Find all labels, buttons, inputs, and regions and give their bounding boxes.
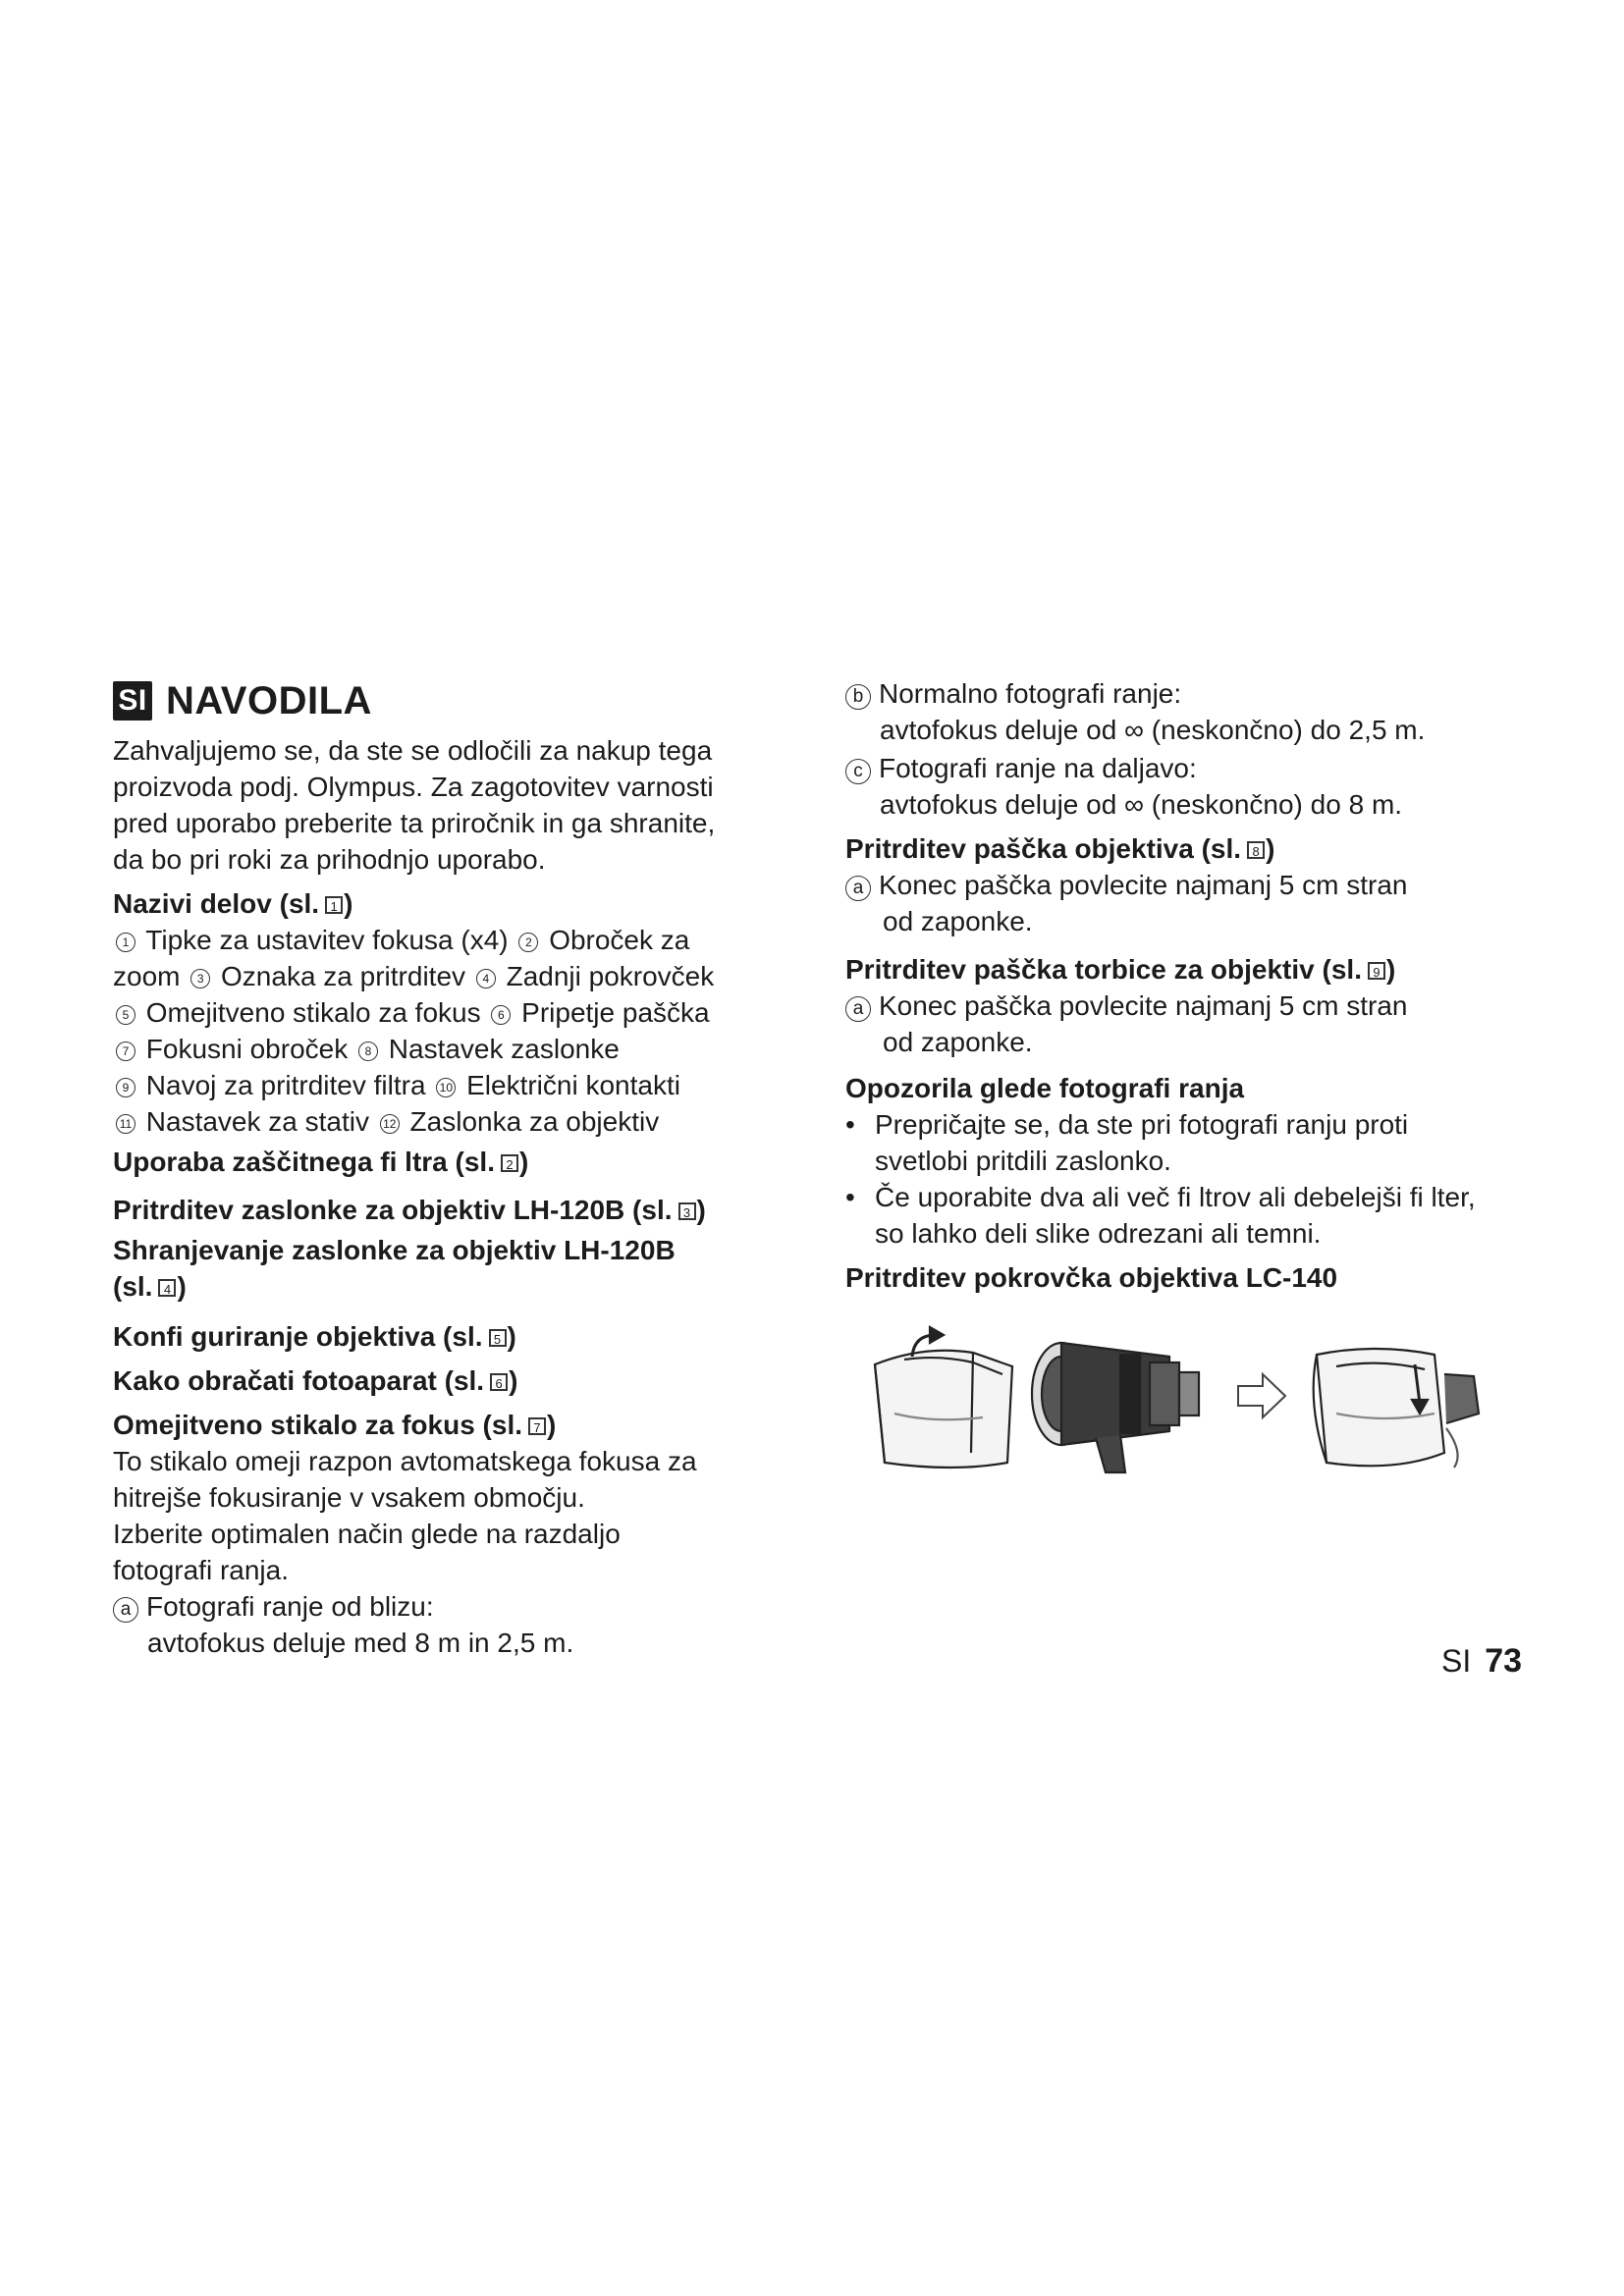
- section-title: [113, 677, 800, 724]
- part-name: Navoj za pritrditev filtra: [145, 1070, 426, 1100]
- caution-item: [845, 1106, 1552, 1179]
- heading-line: [113, 1268, 800, 1305]
- heading-text: Uporaba zaščitnega fi ltra (sl.: [113, 1147, 495, 1177]
- number-marker: 11: [116, 1114, 135, 1134]
- paren: ): [1266, 833, 1275, 864]
- paren: ): [547, 1410, 557, 1440]
- mode-a-desc: avtofokus deluje med 8 m in 2,5 m.: [147, 1628, 574, 1658]
- number-marker: 12: [380, 1114, 400, 1134]
- paren: ): [519, 1147, 529, 1177]
- mode-b-title: [845, 675, 1552, 712]
- lens-cap-heading: Pritrditev pokrovčka objektiva LC-140: [845, 1262, 1338, 1293]
- intro-paragraph: [113, 732, 800, 878]
- bullet-dot: •: [845, 1182, 855, 1212]
- figure-ref: 5: [489, 1329, 507, 1347]
- number-marker: 6: [491, 1005, 511, 1025]
- hood-attach-heading: [113, 1192, 800, 1228]
- caution-item: [845, 1179, 1552, 1252]
- heading-text: (sl.: [113, 1271, 153, 1302]
- direction-arrow-icon: [1238, 1374, 1285, 1417]
- figure-ref: 9: [1368, 962, 1385, 980]
- caution-line: so lahko deli slike odrezani ali temni.: [875, 1218, 1322, 1249]
- caution-text: [875, 1179, 1476, 1252]
- part-name: Nastavek zaslonke: [388, 1034, 620, 1064]
- paren: ): [1385, 954, 1396, 985]
- caution-text: [875, 1106, 1408, 1179]
- figure-ref: 4: [158, 1279, 176, 1297]
- lens-cap-pouch-drawing: [875, 1327, 1012, 1468]
- figure-ref: 7: [528, 1417, 546, 1435]
- part-name: Pripetje paščka: [521, 997, 710, 1028]
- limiter-heading: [113, 1407, 800, 1443]
- parts-line: [113, 1067, 800, 1103]
- parts-line: [113, 922, 800, 958]
- figure-ref: 1: [325, 896, 343, 914]
- paren: ): [507, 1321, 516, 1352]
- config-heading: [113, 1318, 800, 1355]
- intro-line: da bo pri roki za prihodnjo uporabo.: [113, 844, 546, 875]
- body-text: Konec paščka povlecite najmanj 5 cm stran: [879, 990, 1408, 1021]
- number-marker: 7: [116, 1041, 135, 1061]
- parts-line: [113, 958, 800, 994]
- lens-cap-fitted-drawing: [1314, 1349, 1479, 1468]
- cautions-heading: Opozorila glede fotografi ranja: [845, 1073, 1245, 1103]
- letter-marker: b: [845, 684, 871, 710]
- mode-title: Fotografi ranje od blizu:: [146, 1591, 434, 1622]
- heading-line: Shranjevanje zaslonke za objektiv LH-120B: [113, 1235, 676, 1265]
- heading-text: Omejitveno stikalo za fokus (sl.: [113, 1410, 523, 1440]
- left-column: [113, 677, 800, 1661]
- figure-ref: 2: [501, 1154, 518, 1172]
- parts-line: [113, 1103, 800, 1140]
- caution-line: svetlobi pritdili zaslonko.: [875, 1146, 1171, 1176]
- parts-line: [113, 994, 800, 1031]
- figure-ref: 3: [678, 1202, 696, 1220]
- body-line: Izberite optimalen način glede na razdaljo: [113, 1519, 621, 1549]
- letter-marker: a: [113, 1597, 138, 1623]
- number-marker: 9: [116, 1078, 135, 1097]
- mode-b-desc: avtofokus deluje od ∞ (neskončno) do 2,5 m.: [880, 715, 1426, 745]
- letter-marker: a: [845, 876, 871, 901]
- number-marker: 5: [116, 1005, 135, 1025]
- letter-marker: c: [845, 759, 871, 784]
- number-marker: 2: [518, 933, 538, 952]
- parts-heading-text: Nazivi delov (sl.: [113, 888, 320, 919]
- heading-text: Pritrditev paščka torbice za objektiv (sl.: [845, 954, 1362, 985]
- strap-lens-line2: od zaponke.: [883, 906, 1033, 936]
- heading-text: Kako obračati fotoaparat (sl.: [113, 1365, 485, 1396]
- paren: ): [344, 888, 353, 919]
- strap-case-line: [845, 988, 1552, 1024]
- part-name: Nastavek za stativ: [145, 1106, 369, 1137]
- intro-line: Zahvaljujemo se, da ste se odločili za nakup tega: [113, 735, 713, 766]
- mode-title: Fotografi ranje na daljavo:: [879, 753, 1197, 783]
- number-marker: 3: [190, 969, 210, 988]
- paren: ): [177, 1271, 187, 1302]
- heading-text: Pritrditev paščka objektiva (sl.: [845, 833, 1242, 864]
- number-marker: 4: [476, 969, 496, 988]
- caution-line: Če uporabite dva ali več fi ltrov ali debelejši fi lter,: [875, 1182, 1476, 1212]
- rotate-heading: [113, 1362, 800, 1399]
- part-name: zoom: [113, 961, 181, 991]
- hood-store-heading: [113, 1232, 800, 1305]
- part-name: Fokusni obroček: [145, 1034, 349, 1064]
- filter-heading: [113, 1144, 800, 1180]
- figure-ref: 6: [490, 1373, 508, 1391]
- mode-title: Normalno fotografi ranje:: [879, 678, 1182, 709]
- mode-c-title: [845, 750, 1552, 786]
- intro-line: pred uporabo preberite ta priročnik in ga shranite,: [113, 808, 716, 838]
- mode-c-desc: avtofokus deluje od ∞ (neskončno) do 8 m.: [880, 789, 1403, 820]
- page-title: NAVODILA: [166, 679, 372, 722]
- heading-text: Pritrditev zaslonke za objektiv LH-120B (sl.: [113, 1195, 673, 1225]
- language-badge: SI: [113, 681, 152, 721]
- body-text: Konec paščka povlecite najmanj 5 cm stran: [879, 870, 1408, 900]
- part-name: Tipke za ustavitev fokusa (x4): [145, 925, 509, 955]
- part-name: Zadnji pokrovček: [506, 961, 715, 991]
- part-name: Zaslonka za objektiv: [409, 1106, 660, 1137]
- number-marker: 10: [436, 1078, 456, 1097]
- letter-marker: a: [845, 996, 871, 1022]
- intro-line: proizvoda podj. Olympus. Za zagotovitev varnosti: [113, 772, 714, 802]
- number-marker: 8: [358, 1041, 378, 1061]
- right-column: [845, 675, 1552, 1487]
- body-line: To stikalo omeji razpon avtomatskega fokusa za: [113, 1446, 697, 1476]
- lens-cap-illustration: [845, 1315, 1493, 1482]
- strap-lens-heading: [845, 830, 1552, 867]
- strap-lens-line: [845, 867, 1552, 903]
- parts-heading: [113, 885, 800, 922]
- part-name: Omejitveno stikalo za fokus: [145, 997, 481, 1028]
- caution-line: Prepričajte se, da ste pri fotografi ranju proti: [875, 1109, 1409, 1140]
- paren: ): [509, 1365, 518, 1396]
- paren: ): [696, 1195, 706, 1225]
- language-code: SI: [1441, 1643, 1472, 1679]
- strap-case-line2: od zaponke.: [883, 1027, 1033, 1057]
- strap-case-heading: [845, 951, 1552, 988]
- body-line: fotografi ranja.: [113, 1555, 289, 1585]
- part-name: Obroček za: [549, 925, 690, 955]
- number-marker: 1: [116, 933, 135, 952]
- lens-drawing: [1032, 1343, 1199, 1472]
- figure-ref: 8: [1247, 841, 1265, 859]
- parts-line: [113, 1031, 800, 1067]
- bullet-dot: •: [845, 1109, 855, 1140]
- part-name: Električni kontakti: [466, 1070, 680, 1100]
- mode-a-title: [113, 1588, 800, 1625]
- parts-list: [113, 922, 800, 1140]
- heading-text: Konfi guriranje objektiva (sl.: [113, 1321, 483, 1352]
- limiter-paragraph: [113, 1443, 800, 1588]
- body-line: hitrejše fokusiranje v vsakem območju.: [113, 1482, 585, 1513]
- part-name: Oznaka za pritrditev: [221, 961, 466, 991]
- page-number: [1441, 1641, 1522, 1681]
- page-number-value: 73: [1485, 1642, 1523, 1680]
